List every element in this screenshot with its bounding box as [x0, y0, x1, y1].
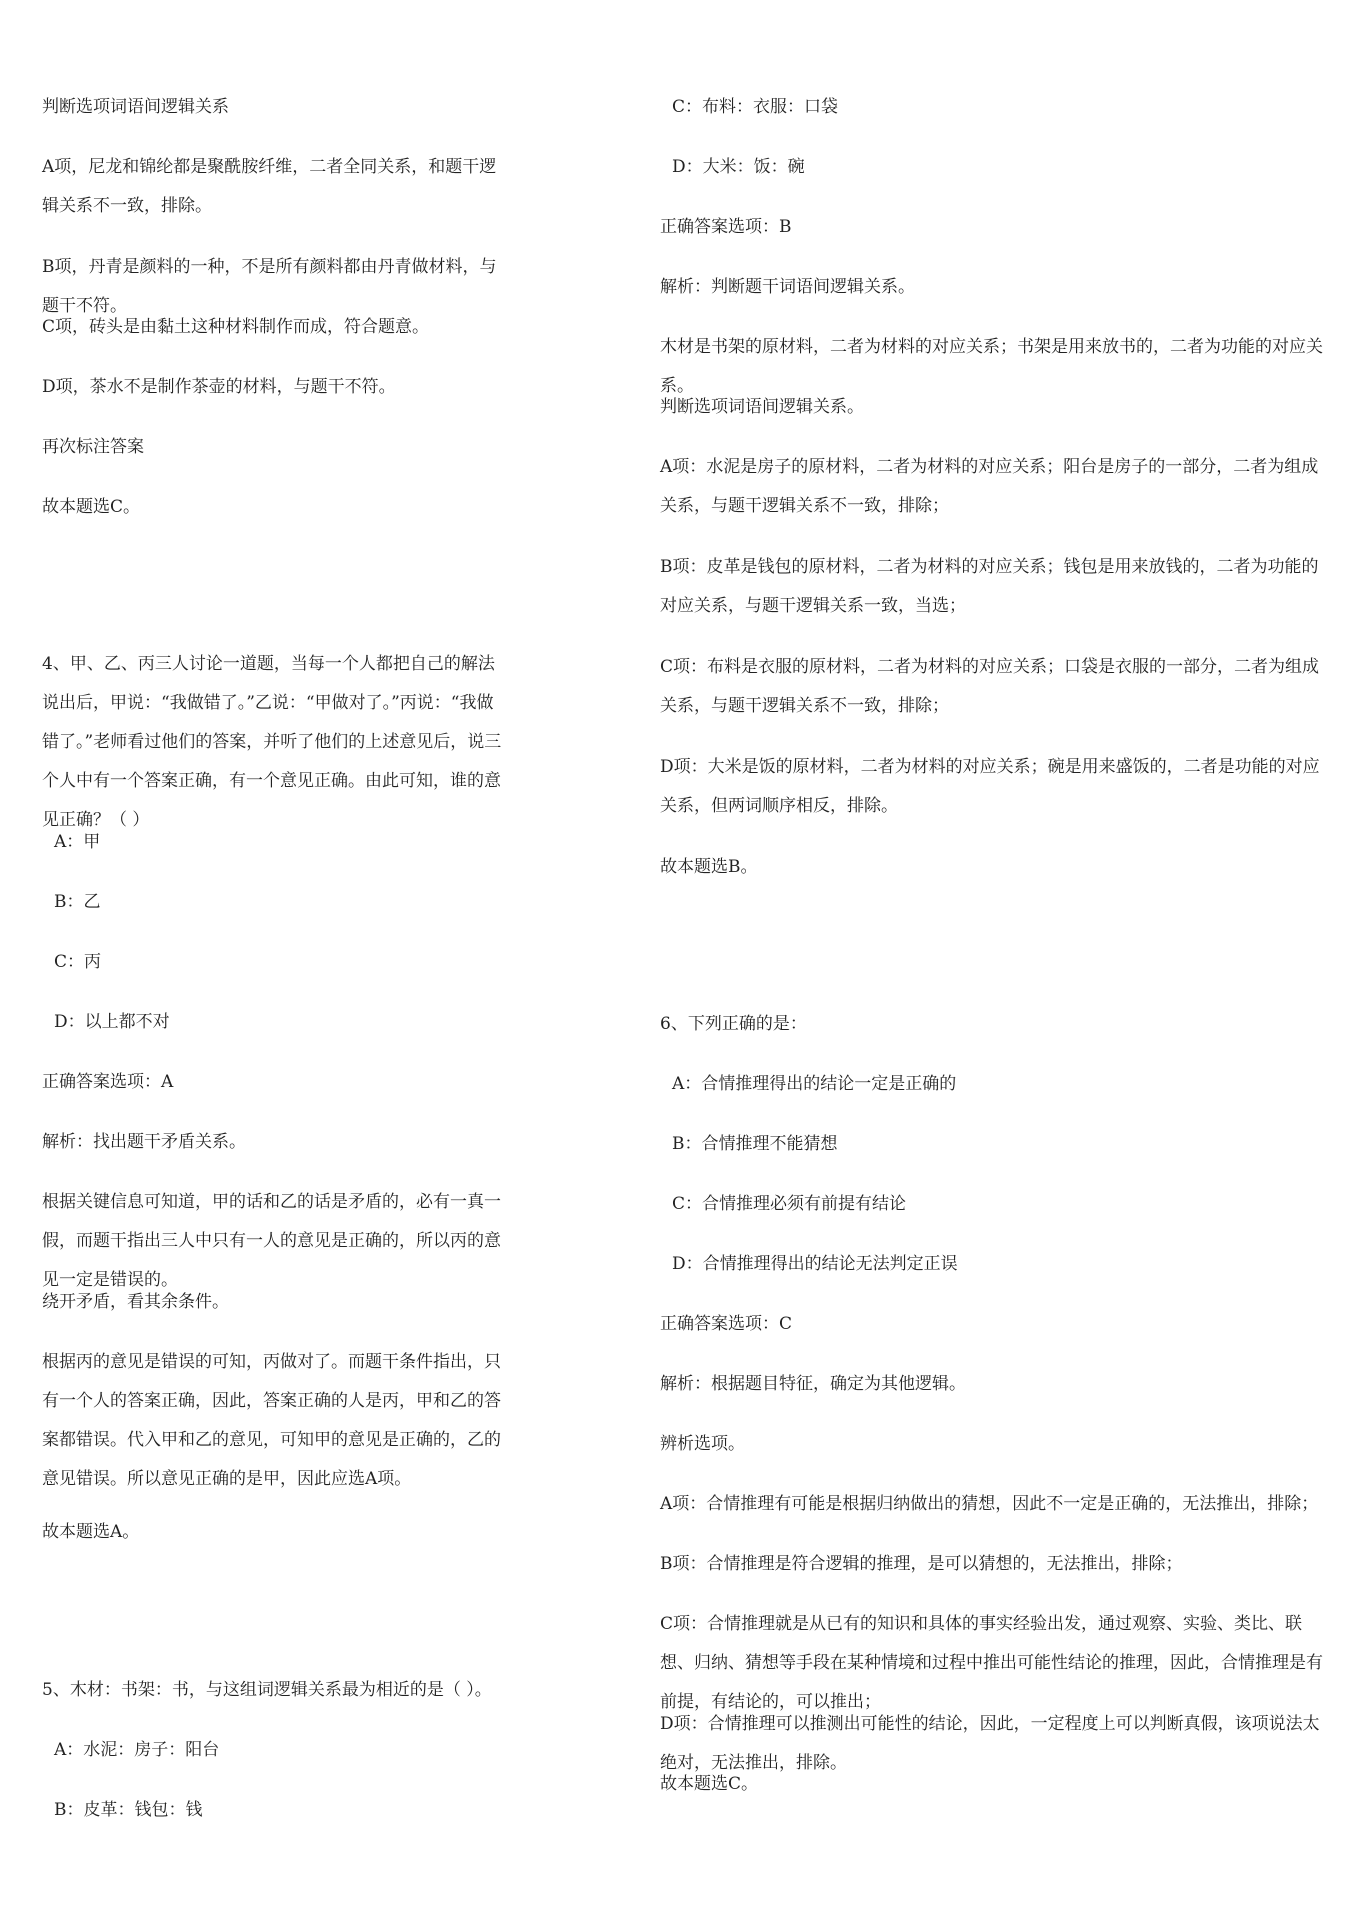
q5-option-d: D：大米：饭：碗	[672, 157, 805, 177]
q6-option-a: A：合情推理得出的结论一定是正确的	[672, 1074, 957, 1094]
option-analysis-b: B项：合情推理是符合逻辑的推理，是可以猜想的，无法推出，排除；	[660, 1554, 1183, 1574]
q5-option-c: C：布料：衣服：口袋	[672, 97, 839, 117]
option-analysis-b: B项，丹青是颜料的一种，不是所有颜料都由丹青做材料，与题干不符。	[42, 257, 497, 316]
q6-answer: 正确答案选项：C	[660, 1314, 793, 1334]
question-5: 5、木材：书架：书，与这组词逻辑关系最为相近的是（ ）。	[42, 1680, 492, 1700]
q4-explanation: 根据丙的意见是错误的可知，丙做对了。而题干条件指出，只有一个人的答案正确，因此，答案正确的人是丙，甲和乙的答案都错误。代入甲和乙的意见，可知甲的意见是正确的，乙的意见错误。所以意见正确的是甲，因此应选A项。	[42, 1352, 501, 1489]
question-4: 4、甲、乙、丙三人讨论一道题，当每一个人都把自己的解法说出后，甲说：“我做错了。”乙说：“甲做对了。”丙说：“我做错了。”老师看过他们的答案，并听了他们的上述意见后，说三个人中有一个答案正确，有一个意见正确。由此可知，谁的意见正确？（ ）	[42, 654, 502, 830]
option-analysis-c: C项：布料是衣服的原材料，二者为材料的对应关系；口袋是衣服的一部分，二者为组成关系，与题干逻辑关系不一致，排除；	[660, 657, 1320, 716]
q5-option-a: A：水泥：房子：阳台	[54, 1740, 220, 1760]
q4-option-a: A：甲	[54, 832, 101, 852]
q4-explanation: 解析：找出题干矛盾关系。	[42, 1132, 246, 1152]
q5-option-b: B：皮革：钱包：钱	[54, 1800, 203, 1820]
option-analysis-a: A项：水泥是房子的原材料，二者为材料的对应关系；阳台是房子的一部分，二者为组成关系，与题干逻辑关系不一致，排除；	[660, 457, 1319, 516]
q6-option-d: D：合情推理得出的结论无法判定正误	[672, 1254, 958, 1274]
q6-option-c: C：合情推理必须有前提有结论	[672, 1194, 907, 1214]
option-analysis-c: C项：合情推理就是从已有的知识和具体的事实经验出发，通过观察、实验、类比、联想、归纳、猜想等手段在某种情境和过程中推出可能性结论的推理，因此，合情推理是有前提，有结论的，可以推出；	[660, 1614, 1323, 1712]
q4-option-b: B：乙	[54, 892, 101, 912]
question-6: 6、下列正确的是：	[660, 1014, 807, 1034]
q5-explanation: 木材是书架的原材料，二者为材料的对应关系；书架是用来放书的，二者为功能的对应关系。	[660, 337, 1323, 396]
line-text: 再次标注答案	[42, 437, 144, 457]
option-analysis-d: D项：大米是饭的原材料，二者为材料的对应关系；碗是用来盛饭的，二者是功能的对应关系，但两词顺序相反，排除。	[660, 757, 1320, 816]
q6-option-b: B：合情推理不能猜想	[672, 1134, 838, 1154]
q4-explanation: 绕开矛盾，看其余条件。	[42, 1292, 229, 1312]
option-analysis-a: A项，尼龙和锦纶都是聚酰胺纤维，二者全同关系，和题干逻辑关系不一致，排除。	[42, 157, 497, 216]
option-analysis-c: C项，砖头是由黏土这种材料制作而成，符合题意。	[42, 317, 430, 337]
q5-explanation: 解析：判断题干词语间逻辑关系。	[660, 277, 915, 297]
line-text: 判断选项词语间逻辑关系	[42, 97, 229, 117]
q5-answer: 正确答案选项：B	[660, 217, 792, 237]
conclusion: 故本题选A。	[42, 1522, 140, 1542]
q6-explanation: 辨析选项。	[660, 1434, 745, 1454]
conclusion: 故本题选C。	[42, 497, 141, 517]
q5-explanation: 判断选项词语间逻辑关系。	[660, 397, 864, 417]
option-analysis-a: A项：合情推理有可能是根据归纳做出的猜想，因此不一定是正确的，无法推出，排除；	[660, 1494, 1319, 1514]
conclusion: 故本题选C。	[660, 1774, 759, 1794]
q4-explanation: 根据关键信息可知道，甲的话和乙的话是矛盾的，必有一真一假，而题干指出三人中只有一人的意见是正确的，所以丙的意见一定是错误的。	[42, 1192, 501, 1290]
q6-explanation: 解析：根据题目特征，确定为其他逻辑。	[660, 1374, 966, 1394]
q4-option-d: D：以上都不对	[54, 1012, 170, 1032]
option-analysis-d: D项：合情推理可以推测出可能性的结论，因此，一定程度上可以判断真假，该项说法太绝对，无法推出，排除。	[660, 1714, 1320, 1773]
conclusion: 故本题选B。	[660, 857, 758, 877]
option-analysis-d: D项，茶水不是制作茶壶的材料，与题干不符。	[42, 377, 396, 397]
option-analysis-b: B项：皮革是钱包的原材料，二者为材料的对应关系；钱包是用来放钱的，二者为功能的对应关系，与题干逻辑关系一致，当选；	[660, 557, 1319, 616]
q4-answer: 正确答案选项：A	[42, 1072, 174, 1092]
q4-option-c: C：丙	[54, 952, 102, 972]
